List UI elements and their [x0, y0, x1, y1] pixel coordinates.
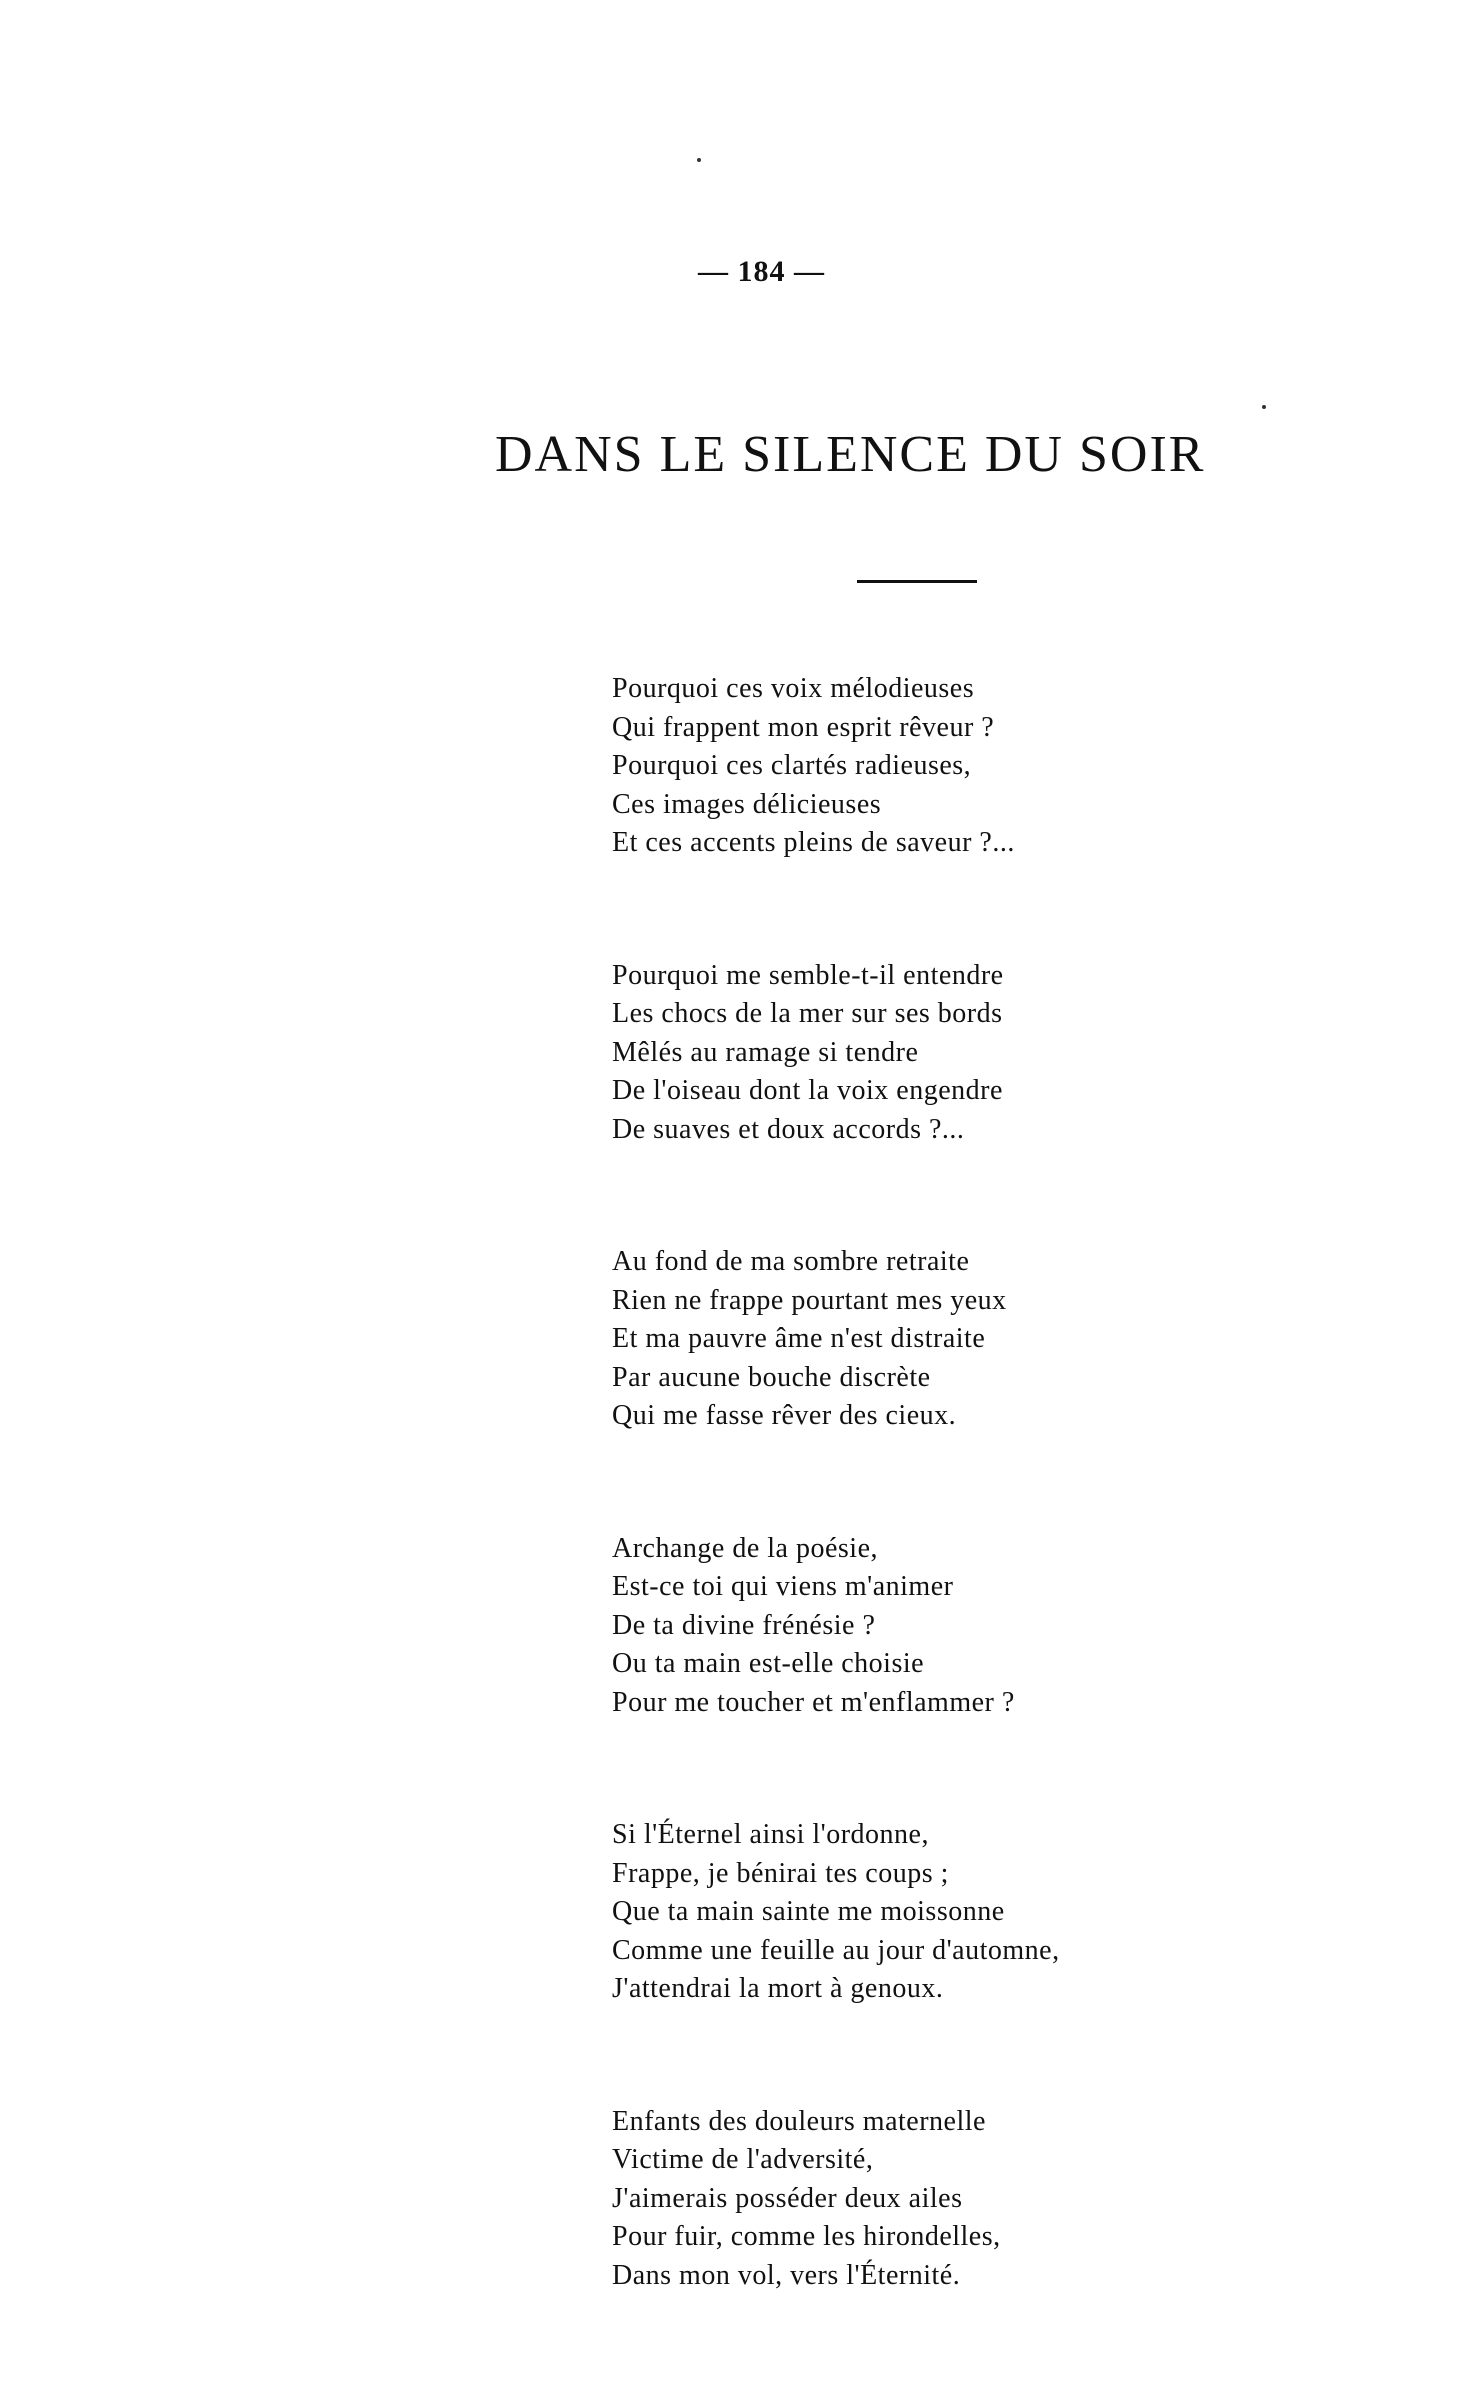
verse-line: Que ta main sainte me moissonne: [612, 1896, 1005, 1927]
verse-line: De ta divine frénésie ?: [612, 1609, 876, 1641]
verse-line: Archange de la poésie,: [612, 1532, 878, 1564]
verse-line: Victime de l'adversité,: [612, 2144, 874, 2175]
stanza: [612, 1530, 1312, 1723]
verse-line: Dans mon vol, vers l'Éternité.: [612, 2259, 961, 2291]
poem-title: DANS LE SILENCE DU SOIR: [495, 426, 1206, 483]
verse-line: Enfants des douleurs maternelle: [612, 2105, 986, 2137]
verse-line: Mêlés au ramage si tendre: [612, 1036, 919, 1068]
stanza: [612, 1816, 1312, 2009]
verse-line: Et ma pauvre âme n'est distraite: [612, 1323, 986, 1354]
verse-line: De suaves et doux accords ?...: [612, 1113, 965, 1145]
stanza: [612, 957, 1312, 1150]
page-number: — 184 —: [698, 255, 825, 288]
verse-line: Au fond de ma sombre retraite: [612, 1246, 970, 1277]
stanza: [612, 1243, 1312, 1436]
verse-line: Si l'Éternel ainsi l'ordonne,: [612, 1819, 929, 1850]
stanza: [612, 670, 1312, 863]
verse-line: Pour fuir, comme les hirondelles,: [612, 2221, 1001, 2252]
verse-line: J'attendrai la mort à genoux.: [612, 1973, 944, 2004]
verse-line: De l'oiseau dont la voix engendre: [612, 1075, 1003, 1106]
verse-line: Comme une feuille au jour d'automne,: [612, 1934, 1060, 1966]
verse-line: Rien ne frappe pourtant mes yeux: [612, 1284, 1007, 1316]
print-speck: [697, 158, 701, 162]
verse-line: Pourquoi ces voix mélodieuses: [612, 673, 975, 704]
title-divider: [857, 580, 977, 583]
verse-line: Par aucune bouche discrète: [612, 1361, 931, 1393]
verse-line: Qui me fasse rêver des cieux.: [612, 1400, 957, 1431]
poem-body: [612, 670, 1312, 2389]
verse-line: Frappe, je bénirai tes coups ;: [612, 1857, 949, 1889]
verse-line: Ces images délicieuses: [612, 788, 882, 820]
verse-line: Les chocs de la mer sur ses bords: [612, 998, 1003, 1029]
verse-line: Ou ta main est-elle choisie: [612, 1648, 925, 1679]
verse-line: Qui frappent mon esprit rêveur ?: [612, 711, 995, 743]
stanza: [612, 2103, 1312, 2296]
verse-line: Est-ce toi qui viens m'animer: [612, 1571, 954, 1602]
verse-line: Et ces accents pleins de saveur ?...: [612, 827, 1015, 858]
print-speck: [1262, 405, 1266, 409]
verse-line: Pourquoi ces clartés radieuses,: [612, 750, 972, 781]
verse-line: Pour me toucher et m'enflammer ?: [612, 1686, 1015, 1718]
verse-line: Pourquoi me semble-t-il entendre: [612, 959, 1004, 991]
verse-line: J'aimerais posséder deux ailes: [612, 2182, 963, 2214]
